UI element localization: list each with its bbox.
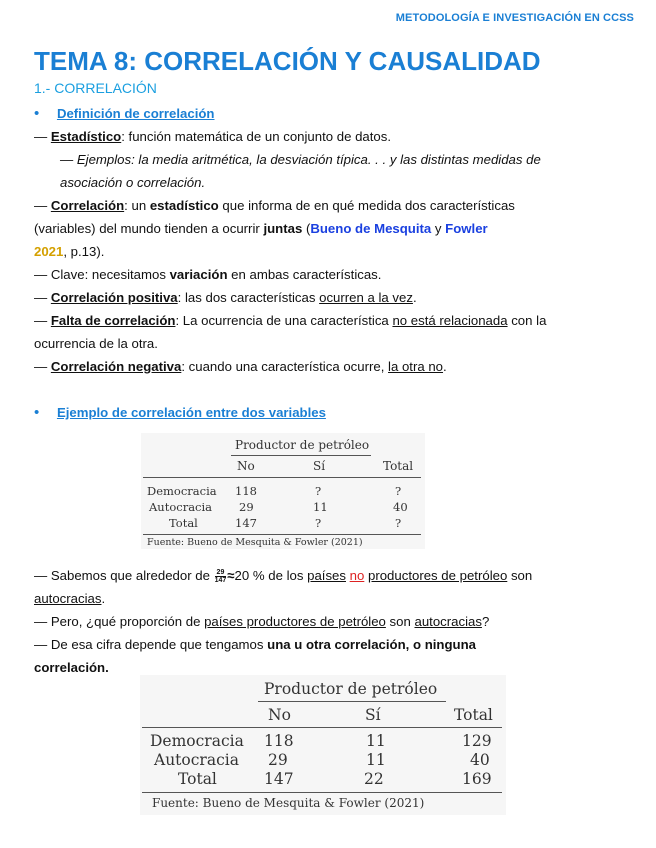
table-row-label: Total (169, 516, 198, 530)
table2-source: Fuente: Bueno de Mesquita & Fowler (2021) (152, 796, 425, 810)
table-row-label: Democracia (147, 484, 217, 498)
bullet-dot-icon: • (34, 404, 40, 421)
estadistico-term: Estadístico (50, 129, 122, 144)
page-title: TEMA 8: CORRELACIÓN Y CAUSALIDAD (34, 46, 541, 76)
section-heading: 1.- CORRELACIÓN (34, 80, 157, 96)
depende-line-2: correlación. (34, 660, 109, 675)
definicion-link[interactable]: Definición de correlación (56, 106, 215, 121)
ejemplo-link[interactable]: Ejemplo de correlación entre dos variables (56, 405, 326, 420)
table-row-label: Autocracia (154, 751, 239, 769)
correlacion-term: Correlación (50, 198, 125, 213)
table1-source: Fuente: Bueno de Mesquita & Fowler (2021) (147, 537, 363, 548)
ref-author-1[interactable]: Bueno de Mesquita (310, 221, 432, 236)
table-row-label: Total (178, 770, 217, 788)
bullet-definicion (34, 104, 215, 123)
ejemplos-line-2: asociación o correlación. (60, 175, 206, 190)
table-row-label: Democracia (150, 732, 244, 750)
sabemos-line-1: — Sabemos que alrededor de $\frac{29}{147}$ ≈20 % de los países no productores de petróleo son (34, 568, 533, 585)
correlacion-line-3: 2021, p.13). (34, 244, 105, 259)
bullet-dot-icon: • (34, 105, 40, 122)
ejemplos-line-1: — Ejemplos: la media aritmética, la desviación típica. . . y las distintas medidas de (60, 152, 541, 167)
positiva-line: — Correlación positiva: las dos características ocurren a la vez. (34, 290, 417, 305)
clave-line: — Clave: necesitamos variación en ambas características. (34, 267, 382, 282)
course-header: METODOLOGÍA E INVESTIGACIÓN EN CCSS (395, 12, 634, 24)
table-row-label: Autocracia (149, 500, 213, 514)
pero-line: — Pero, ¿qué proporción de países productores de petróleo son autocracias? (34, 614, 490, 629)
falta-line-2: ocurrencia de la otra. (34, 336, 158, 351)
contingency-table-2: Productor de petróleo No Sí Total Democracia 118 11 129 Autocracia 29 11 40 Total 147 22 169 Fuente: Bueno de Mesquita & Fowler (2021) (140, 675, 506, 815)
depende-line-1: — De esa cifra depende que tengamos una u otra correlación, o ninguna (34, 637, 476, 652)
correlacion-line-1: — Correlación: un estadístico que informa de en qué medida dos características (34, 198, 515, 213)
estadistico-line: — Estadístico: función matemática de un conjunto de datos. (34, 129, 392, 144)
contingency-table-1: Productor de petróleo No Sí Total Democracia 118 ? ? Autocracia 29 11 40 Total 147 ? ? Fuente: Bueno de Mesquita & Fowler (2021) (141, 433, 425, 549)
fraction: $\frac{29}{147}$ (214, 569, 227, 585)
sabemos-line-2: autocracias. (34, 591, 106, 606)
table2-group-header: Productor de petróleo (264, 680, 438, 698)
bullet-ejemplo (34, 403, 326, 422)
ref-author-2[interactable]: Fowler (445, 221, 488, 236)
ref-year[interactable]: 2021 (34, 244, 64, 259)
negativa-line: — Correlación negativa: cuando una característica ocurre, la otra no. (34, 359, 447, 374)
table1-group-header: Productor de petróleo (235, 438, 370, 452)
falta-line-1: — Falta de correlación: La ocurrencia de una característica no está relacionada con la (34, 313, 547, 328)
correlacion-line-2: (variables) del mundo tienden a ocurrir juntas (Bueno de Mesquita y Fowler (34, 221, 488, 236)
